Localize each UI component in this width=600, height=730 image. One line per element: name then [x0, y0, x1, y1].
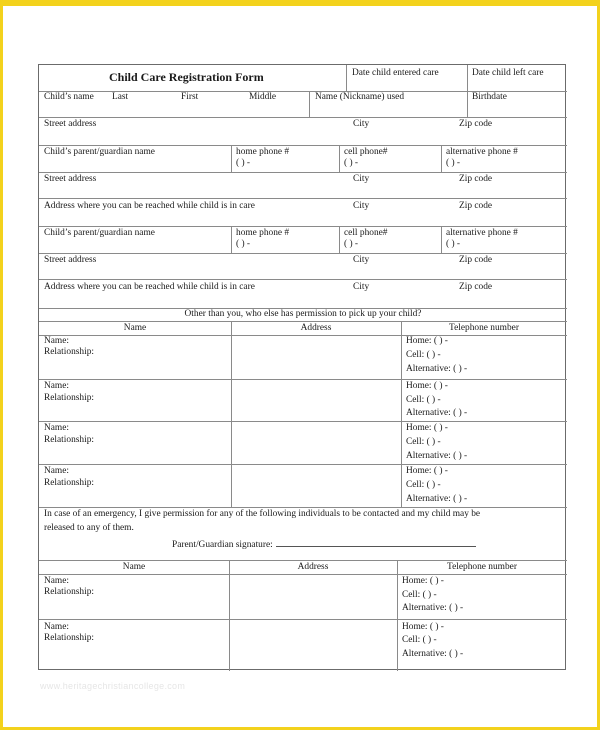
page-frame-left [0, 0, 3, 730]
pickup-name-label: Name: [44, 381, 69, 391]
nickname-label: Name (Nickname) used [315, 92, 405, 102]
pickup-name-label: Name: [44, 423, 69, 433]
street-address-label: Street address [44, 255, 97, 265]
zip-label: Zip code [459, 174, 493, 184]
emergency-relationship-label: Relationship: [44, 633, 94, 643]
emergency-name-label: Name: [44, 576, 69, 586]
pickup-alt-phone: Alternative: ( ) - [406, 364, 468, 374]
zip-label: Zip code [459, 255, 493, 265]
pickup-name-label: Name: [44, 336, 69, 346]
pickup-relationship-label: Relationship: [44, 478, 94, 488]
street-address-label: Street address [44, 119, 97, 129]
signature-label: Parent/Guardian signature: [172, 540, 273, 550]
pickup-relationship-label: Relationship: [44, 347, 94, 357]
date-entered-label: Date child entered care [352, 68, 439, 78]
reach-address-label: Address where you can be reached while child is in care [44, 282, 255, 292]
pickup-home-phone: Home: ( ) - [406, 423, 448, 433]
cell-phone-format: ( ) - [344, 239, 359, 249]
pickup-home-phone: Home: ( ) - [406, 466, 448, 476]
guardian-name-label: Child’s parent/guardian name [44, 228, 155, 238]
city-label: City [353, 282, 370, 292]
registration-form [38, 64, 566, 670]
alt-phone-label: alternative phone # [446, 228, 518, 238]
emergency-relationship-label: Relationship: [44, 587, 94, 597]
pickup-relationship-label: Relationship: [44, 435, 94, 445]
emergency-name-label: Name: [44, 622, 69, 632]
emergency-alt-phone: Alternative: ( ) - [402, 649, 464, 659]
pickup-cell-phone: Cell: ( ) - [406, 437, 441, 447]
middle-name-label: Middle [249, 92, 277, 102]
home-phone-label: home phone # [236, 228, 290, 238]
home-phone-format: ( ) - [236, 239, 251, 249]
pickup-alt-phone: Alternative: ( ) - [406, 494, 468, 504]
guardian-name-label: Child’s parent/guardian name [44, 147, 155, 157]
pickup-col-address: Address [300, 323, 332, 333]
pickup-col-phone: Telephone number [449, 323, 519, 333]
emergency-col-phone: Telephone number [447, 562, 517, 572]
watermark: www.heritagechristiancollege.com [40, 681, 186, 691]
alt-phone-label: alternative phone # [446, 147, 518, 157]
emergency-home-phone: Home: ( ) - [402, 622, 444, 632]
cell-phone-format: ( ) - [344, 158, 359, 168]
emergency-col-address: Address [297, 562, 329, 572]
page-frame-top [0, 0, 600, 6]
city-label: City [353, 201, 370, 211]
emergency-cell-phone: Cell: ( ) - [402, 590, 437, 600]
pickup-alt-phone: Alternative: ( ) - [406, 408, 468, 418]
city-label: City [353, 255, 370, 265]
child-name-label: Child’s name [44, 92, 94, 102]
alt-phone-format: ( ) - [446, 158, 461, 168]
zip-label: Zip code [459, 201, 493, 211]
emergency-home-phone: Home: ( ) - [402, 576, 444, 586]
birthdate-label: Birthdate [472, 92, 507, 102]
signature-line[interactable] [276, 538, 476, 547]
emergency-consent-line1: In case of an emergency, I give permission for any of the following individuals to be contacted and my child may be [44, 509, 481, 519]
pickup-alt-phone: Alternative: ( ) - [406, 451, 468, 461]
city-label: City [353, 174, 370, 184]
pickup-relationship-label: Relationship: [44, 393, 94, 403]
cell-phone-label: cell phone# [344, 228, 388, 238]
city-label: City [353, 119, 370, 129]
alt-phone-format: ( ) - [446, 239, 461, 249]
first-name-label: First [181, 92, 199, 102]
pickup-name-label: Name: [44, 466, 69, 476]
street-address-label: Street address [44, 174, 97, 184]
pickup-cell-phone: Cell: ( ) - [406, 480, 441, 490]
pickup-cell-phone: Cell: ( ) - [406, 395, 441, 405]
pickup-home-phone: Home: ( ) - [406, 381, 448, 391]
last-name-label: Last [112, 92, 129, 102]
signature-row [172, 538, 476, 551]
zip-label: Zip code [459, 282, 493, 292]
zip-label: Zip code [459, 119, 493, 129]
pickup-question: Other than you, who else has permission to pick up your child? [184, 309, 422, 319]
emergency-cell-phone: Cell: ( ) - [402, 635, 437, 645]
home-phone-label: home phone # [236, 147, 290, 157]
home-phone-format: ( ) - [236, 158, 251, 168]
emergency-consent-line2: released to any of them. [44, 523, 134, 533]
date-left-label: Date child left care [472, 68, 544, 78]
pickup-col-name: Name [123, 323, 147, 333]
form-title: Child Care Registration Form [109, 70, 264, 84]
pickup-cell-phone: Cell: ( ) - [406, 350, 441, 360]
cell-phone-label: cell phone# [344, 147, 388, 157]
emergency-alt-phone: Alternative: ( ) - [402, 603, 464, 613]
emergency-col-name: Name [122, 562, 146, 572]
pickup-home-phone: Home: ( ) - [406, 336, 448, 346]
reach-address-label: Address where you can be reached while child is in care [44, 201, 255, 211]
